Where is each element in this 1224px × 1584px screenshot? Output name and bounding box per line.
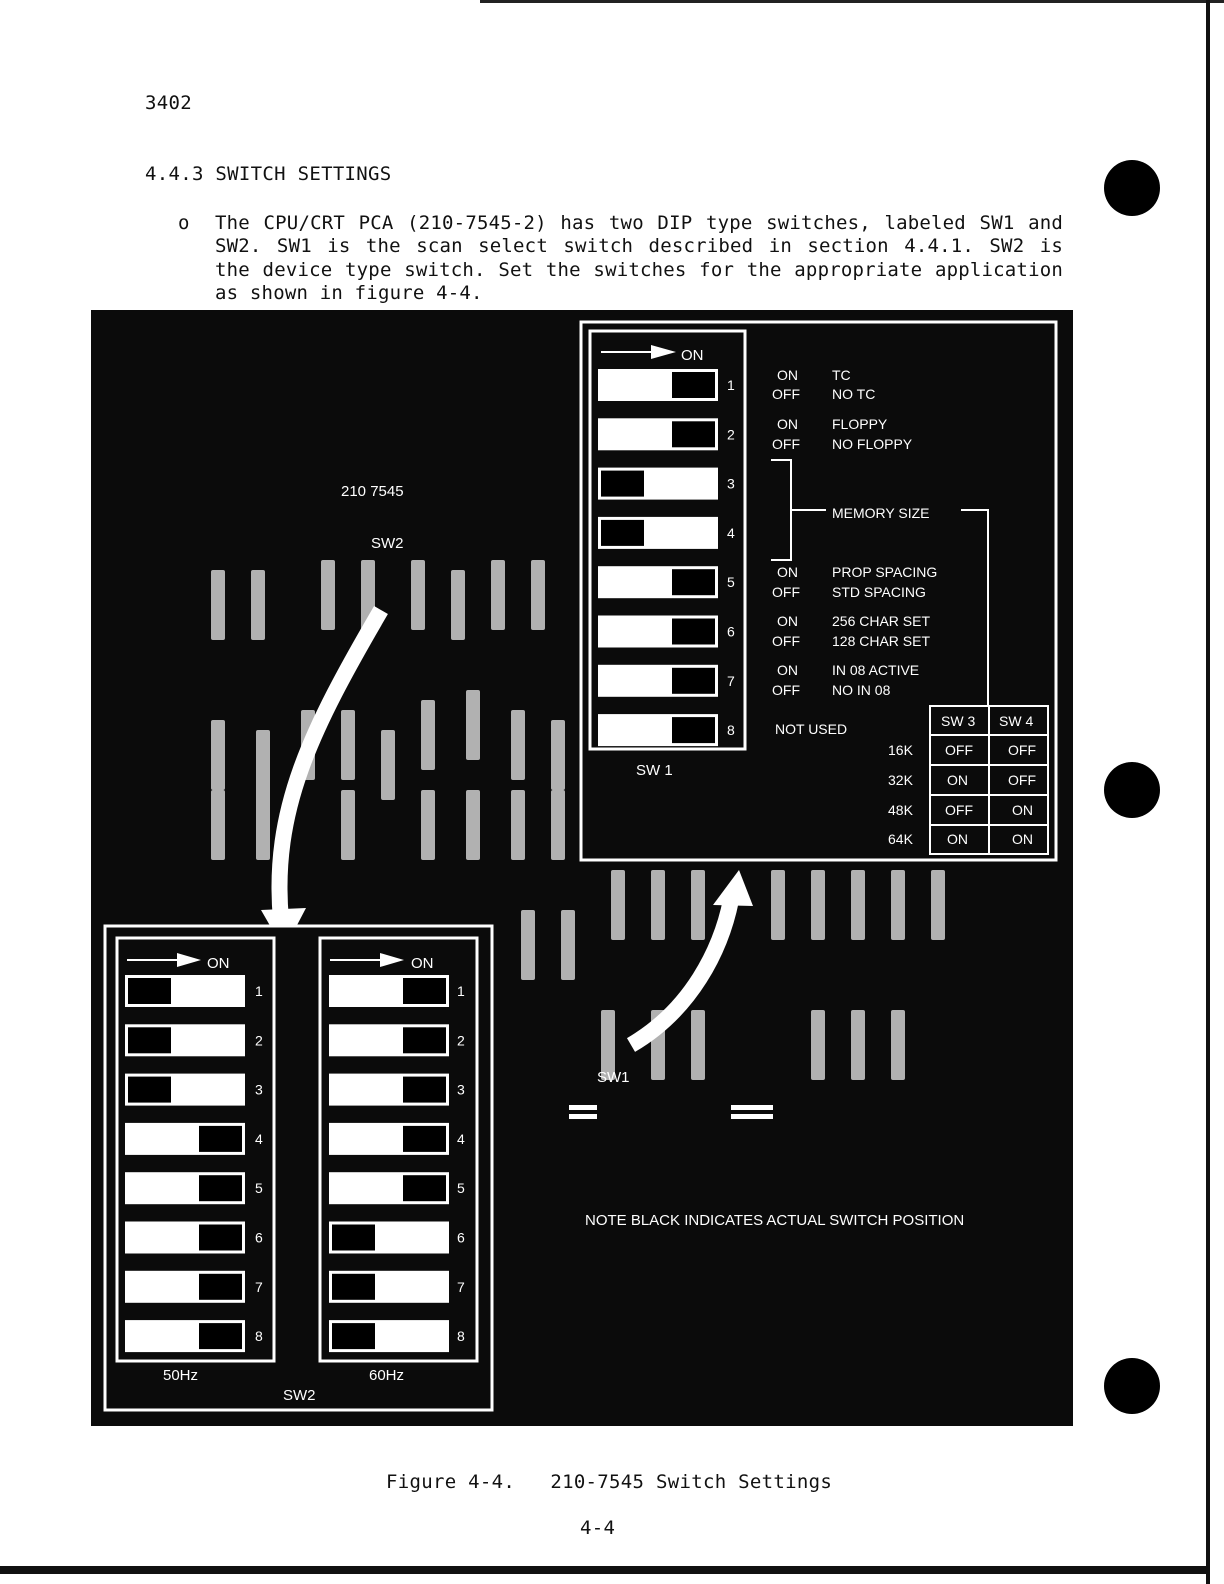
dip-switch-actuator [672, 619, 715, 645]
dip-switch-actuator [403, 1027, 446, 1053]
dip-switch-number: 2 [457, 1032, 465, 1049]
board-mark [569, 1105, 597, 1110]
right-rule [1206, 0, 1210, 1584]
dip-switch-actuator [672, 668, 715, 694]
dip-switch-number: 1 [457, 983, 465, 999]
ic-chip [511, 790, 525, 860]
bottom-rule [0, 1566, 1210, 1574]
dip-switch-number: 3 [457, 1081, 465, 1098]
ic-chip [256, 790, 270, 860]
fn-off-text: NO FLOPPY [832, 436, 913, 452]
memory-size: 16K [888, 742, 913, 758]
dip-switch-actuator [403, 1077, 446, 1103]
dip-switch-number: 4 [457, 1130, 465, 1147]
fn-on-label: ON [777, 662, 798, 678]
dip-switch-actuator [199, 1175, 242, 1201]
fn-off-label: OFF [772, 584, 800, 600]
dip-switch-number: 3 [727, 475, 735, 492]
memory-size: 48K [888, 802, 913, 818]
memory-sw4: ON [1012, 802, 1033, 818]
fn-off-text: NO IN 08 [832, 682, 891, 698]
memory-header: SW 4 [999, 713, 1034, 729]
ic-chip [251, 570, 265, 640]
board-sw1-label: SW1 [597, 1069, 630, 1086]
dip-switch-number: 4 [727, 524, 735, 541]
memory-header: SW 3 [941, 713, 976, 729]
ic-chip [256, 730, 270, 800]
fn-off-text: STD SPACING [832, 584, 926, 600]
dip-switch-number: 4 [255, 1130, 263, 1147]
dip-switch-number: 1 [727, 377, 735, 393]
sw2-60hz-label: 60Hz [369, 1367, 405, 1384]
ic-chip [321, 560, 335, 630]
paragraph-line: SW2. SW1 is the scan select switch described in section 4.4.1. SW2 is [215, 235, 1063, 257]
fn-off-label: OFF [772, 386, 800, 402]
memory-size-label: MEMORY SIZE [832, 505, 930, 521]
dip-switch-actuator [199, 1126, 242, 1152]
memory-sw4: OFF [1008, 742, 1036, 758]
fn-on-text: FLOPPY [832, 416, 888, 432]
dip-switch-number: 7 [727, 672, 735, 689]
dip-switch-number: 6 [727, 623, 735, 640]
sw1-title: SW 1 [636, 762, 673, 779]
dip-switch-actuator [128, 1027, 171, 1053]
ic-chip [691, 1010, 705, 1080]
ic-chip [851, 1010, 865, 1080]
paragraph-line: as shown in figure 4-4. [215, 282, 483, 304]
ic-chip [771, 870, 785, 940]
dip-switch-actuator [403, 1126, 446, 1152]
ic-chip [421, 700, 435, 770]
ic-chip [211, 790, 225, 860]
dip-switch-number: 7 [255, 1278, 263, 1295]
memory-sw3: OFF [945, 742, 973, 758]
sw2-50hz-label: 50Hz [163, 1367, 199, 1384]
dip-switch-actuator [332, 1225, 375, 1251]
fn-on-text: TC [832, 367, 851, 383]
memory-sw3: OFF [945, 802, 973, 818]
ic-chip [891, 870, 905, 940]
board-mark [569, 1114, 597, 1119]
ic-chip [691, 870, 705, 940]
ic-chip [411, 560, 425, 630]
dip-switch-number: 5 [727, 574, 735, 591]
dip-switch-number: 3 [255, 1081, 263, 1098]
ic-chip [551, 720, 565, 790]
ic-chip [851, 870, 865, 940]
not-used-label: NOT USED [775, 721, 848, 737]
figure-note: NOTE BLACK INDICATES ACTUAL SWITCH POSITION [585, 1212, 965, 1229]
dip-switch-actuator [332, 1274, 375, 1300]
fn-on-text: 256 CHAR SET [832, 613, 931, 629]
switch-settings-figure [91, 310, 1073, 1426]
memory-size: 64K [888, 831, 913, 847]
arrow-to-sw1 [631, 900, 731, 1045]
ic-chip [521, 910, 535, 980]
dip-switch-actuator [672, 717, 715, 743]
dip-switch-actuator [403, 1175, 446, 1201]
fn-on-text: IN 08 ACTIVE [832, 662, 920, 678]
ic-chip [211, 720, 225, 790]
dip-switch-actuator [601, 520, 644, 546]
arrow-to-sw2 [279, 610, 381, 920]
dip-switch-number: 5 [255, 1180, 263, 1197]
ic-chip [931, 870, 945, 940]
dip-switch-actuator [128, 978, 171, 1004]
dip-switch-actuator [403, 978, 446, 1004]
sw2-caption: SW2 [283, 1387, 316, 1404]
fn-off-label: OFF [772, 682, 800, 698]
ic-chip [491, 560, 505, 630]
bullet: o [178, 212, 190, 234]
binder-hole-top [1104, 160, 1160, 216]
board-label: 210 7545 [341, 483, 404, 500]
ic-chip [811, 870, 825, 940]
memory-size: 32K [888, 772, 913, 788]
ic-chip [211, 570, 225, 640]
memory-sw4: OFF [1008, 772, 1036, 788]
ic-chip [611, 870, 625, 940]
memory-sw3: ON [947, 772, 968, 788]
fn-on-label: ON [777, 416, 798, 432]
dip-switch-actuator [332, 1323, 375, 1349]
dip-switch-actuator [199, 1323, 242, 1349]
sw2-60hz-on-label: ON [411, 955, 434, 972]
fn-off-text: NO TC [832, 386, 876, 402]
ic-chip [891, 1010, 905, 1080]
board-mark [731, 1105, 773, 1110]
ic-chip [381, 730, 395, 800]
ic-chip [451, 570, 465, 640]
paragraph-line: The CPU/CRT PCA (210-7545-2) has two DIP type switches, labeled SW1 and [215, 212, 1063, 234]
ic-chip [421, 790, 435, 860]
dip-switch-actuator [128, 1077, 171, 1103]
sw1-on-label: ON [681, 347, 704, 364]
dip-switch-number: 7 [457, 1278, 465, 1295]
dip-switch-actuator [199, 1274, 242, 1300]
fn-on-text: PROP SPACING [832, 564, 938, 580]
ic-chip [511, 710, 525, 780]
ic-chip [341, 790, 355, 860]
sw2-50hz-on-label: ON [207, 955, 230, 972]
ic-chip [561, 910, 575, 980]
dip-switch-actuator [199, 1225, 242, 1251]
ic-chip [651, 870, 665, 940]
figure-svg [91, 310, 1073, 1426]
dip-switch-actuator [672, 569, 715, 595]
dip-switch-number: 5 [457, 1180, 465, 1197]
board-mark [731, 1114, 773, 1119]
figure-caption: Figure 4-4. 210-7545 Switch Settings [386, 1471, 833, 1493]
dip-switch-number: 2 [255, 1032, 263, 1049]
paragraph-line: the device type switch. Set the switches for the appropriate application [215, 259, 1063, 281]
section-heading: 4.4.3 SWITCH SETTINGS [145, 163, 392, 185]
arrow-head-sw1 [713, 870, 753, 906]
fn-off-label: OFF [772, 436, 800, 452]
ic-chip [466, 790, 480, 860]
page-number-top: 3402 [145, 92, 192, 114]
board-sw2-label: SW2 [371, 535, 404, 552]
fn-on-label: ON [777, 564, 798, 580]
fn-on-label: ON [777, 613, 798, 629]
ic-chip [531, 560, 545, 630]
binder-hole-bottom [1104, 1358, 1160, 1414]
dip-switch-actuator [601, 471, 644, 497]
ic-chip [341, 710, 355, 780]
dip-switch-number: 2 [727, 426, 735, 443]
dip-switch-number: 8 [727, 722, 735, 739]
dip-switch-number: 6 [255, 1229, 263, 1246]
fn-off-label: OFF [772, 633, 800, 649]
dip-switch-actuator [672, 372, 715, 398]
dip-switch-number: 6 [457, 1229, 465, 1246]
dip-switch-number: 8 [457, 1328, 465, 1345]
memory-sw4: ON [1012, 831, 1033, 847]
ic-chip [466, 690, 480, 760]
ic-chip [551, 790, 565, 860]
fn-on-label: ON [777, 367, 798, 383]
ic-chip [811, 1010, 825, 1080]
dip-switch-number: 8 [255, 1328, 263, 1345]
page-number-bottom: 4-4 [580, 1517, 616, 1539]
dip-switch-actuator [672, 421, 715, 447]
memory-sw3: ON [947, 831, 968, 847]
binder-hole-middle [1104, 762, 1160, 818]
fn-off-text: 128 CHAR SET [832, 633, 931, 649]
dip-switch-number: 1 [255, 983, 263, 999]
top-rule [480, 0, 1224, 3]
